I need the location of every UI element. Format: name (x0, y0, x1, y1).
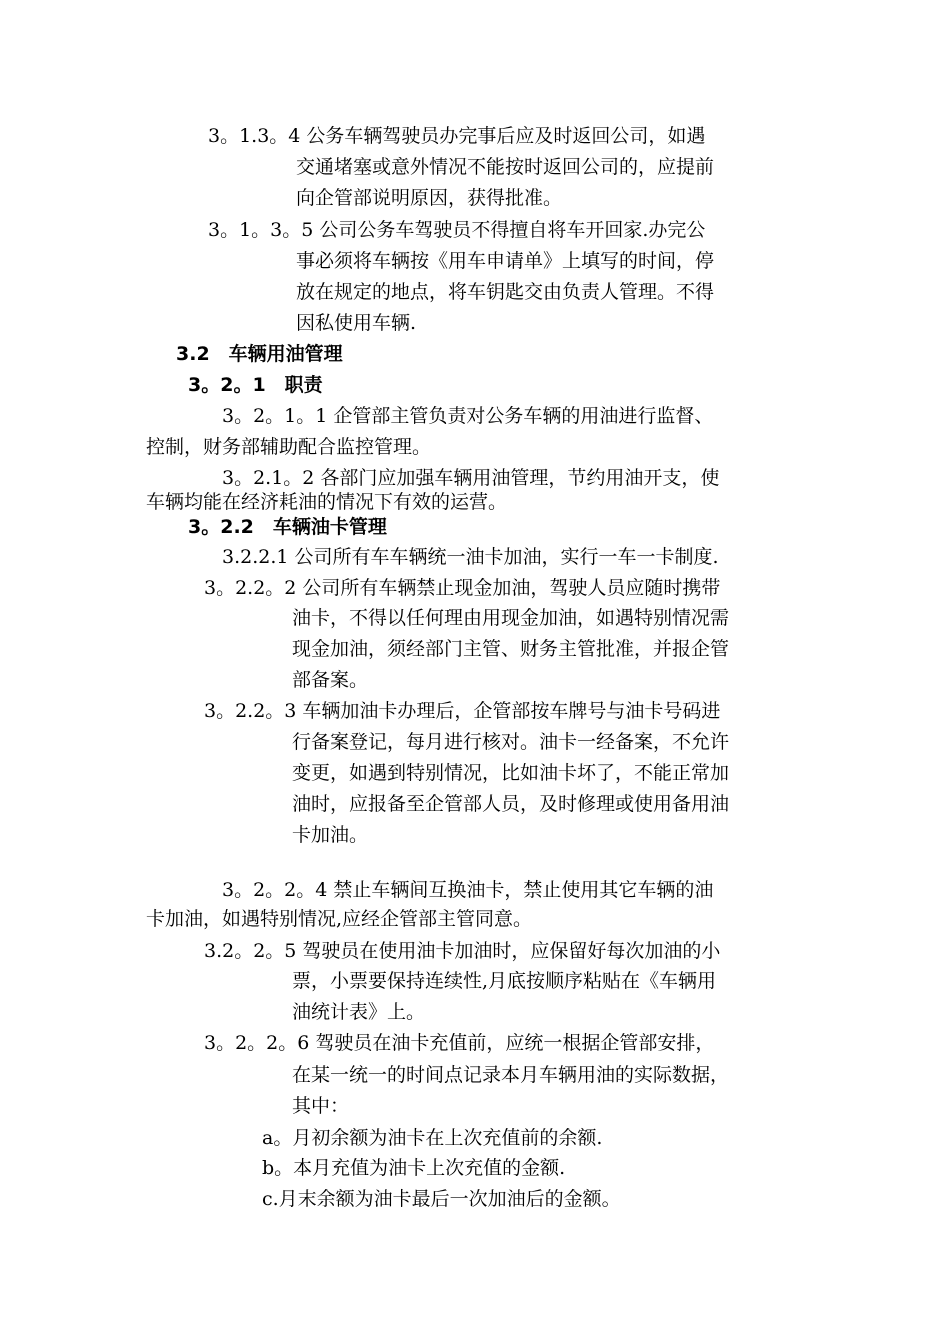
clause-3-1-3-5-line-3: 放在规定的地点，将车钥匙交由负责人管理。不得 (296, 281, 715, 303)
clause-3-2-2-3-line-2: 行备案登记，每月进行核对。油卡一经备案，不允许 (292, 731, 730, 753)
clause-3-2-2-2-line-3: 现金加油，须经部门主管、财务主管批准，并报企管 (292, 638, 730, 660)
clause-3-1-3-5-line-4: 因私使用车辆. (296, 312, 417, 334)
list-item-c: c.月末余额为油卡最后一次加油后的金额。 (262, 1188, 621, 1210)
clause-3-2-2-6-line-2: 在某一统一的时间点记录本月车辆用油的实际数据， (292, 1064, 730, 1086)
section-heading-3-2: 3.2 车辆用油管理 (176, 343, 343, 365)
clause-3-2-2-4-line-1: 3。2。2。4 禁止车辆间互换油卡，禁止使用其它车辆的油 (222, 879, 714, 901)
clause-3-2-2-5-line-2: 票，小票要保持连续性,月底按顺序粘贴在《车辆用 (292, 970, 717, 992)
clause-3-1-3-4-line-2: 交通堵塞或意外情况不能按时返回公司的，应提前 (296, 156, 715, 178)
clause-3-2-2-3-line-4: 油时，应报备至企管部人员，及时修理或使用备用油 (292, 793, 730, 815)
clause-3-2-1-1-line-1: 3。2。1。1 企管部主管负责对公务车辆的用油进行监督、 (222, 405, 714, 427)
clause-3-2-2-5-line-1: 3.2。2。5 驾驶员在使用油卡加油时，应保留好每次加油的小 (204, 940, 721, 962)
clause-3-2-2-3-line-5: 卡加油。 (292, 824, 369, 846)
clause-3-2-2-2-line-2: 油卡，不得以任何理由用现金加油，如遇特别情况需 (292, 607, 730, 629)
clause-3-2-2-2-line-4: 部备案。 (292, 669, 369, 691)
clause-3-2-2-3-line-1: 3。2.2。3 车辆加油卡办理后，企管部按车牌号与油卡号码进 (204, 700, 721, 722)
clause-3-2-2-6-line-1: 3。2。2。6 驾驶员在油卡充值前，应统一根据企管部安排， (204, 1032, 715, 1054)
clause-3-2-2-6-line-3: 其中： (292, 1095, 350, 1117)
clause-3-2-2-3-line-3: 变更，如遇到特别情况，比如油卡坏了，不能正常加 (292, 762, 730, 784)
clause-3-1-3-4-line-3: 向企管部说明原因，获得批准。 (296, 187, 563, 209)
clause-3-2-2-2-line-1: 3。2.2。2 公司所有车辆禁止现金加油，驾驶人员应随时携带 (204, 577, 721, 599)
subsection-heading-3-2-2: 3。2.2 车辆油卡管理 (188, 516, 387, 538)
clause-3-2-2-4-line-2: 卡加油，如遇特别情况,应经企管部主管同意。 (146, 908, 533, 930)
clause-3-2-1-2-line-2: 车辆均能在经济耗油的情况下有效的运营。 (146, 491, 508, 513)
clause-3-2-2-5-line-3: 油统计表》上。 (292, 1001, 426, 1023)
clause-3-2-1-2-line-1: 3。2.1。2 各部门应加强车辆用油管理，节约用油开支，使 (222, 467, 720, 489)
clause-3-1-3-4-line-1: 3。1.3。4 公务车辆驾驶员办完事后应及时返回公司，如遇 (208, 125, 706, 147)
clause-3-1-3-5-line-1: 3。1。3。5 公司公务车驾驶员不得擅自将车开回家.办完公 (208, 219, 706, 241)
list-item-b: b。本月充值为油卡上次充值的金额. (262, 1157, 566, 1179)
clause-3-1-3-5-line-2: 事必须将车辆按《用车申请单》上填写的时间，停 (296, 250, 715, 272)
list-item-a: a。月初余额为油卡在上次充值前的余额. (262, 1127, 603, 1149)
subsection-heading-3-2-1: 3。2。1 职责 (188, 374, 323, 396)
clause-3-2-2-1-line-1: 3.2.2.1 公司所有车车辆统一油卡加油，实行一车一卡制度. (222, 546, 719, 568)
clause-3-2-1-1-line-2: 控制，财务部辅助配合监控管理。 (146, 436, 432, 458)
